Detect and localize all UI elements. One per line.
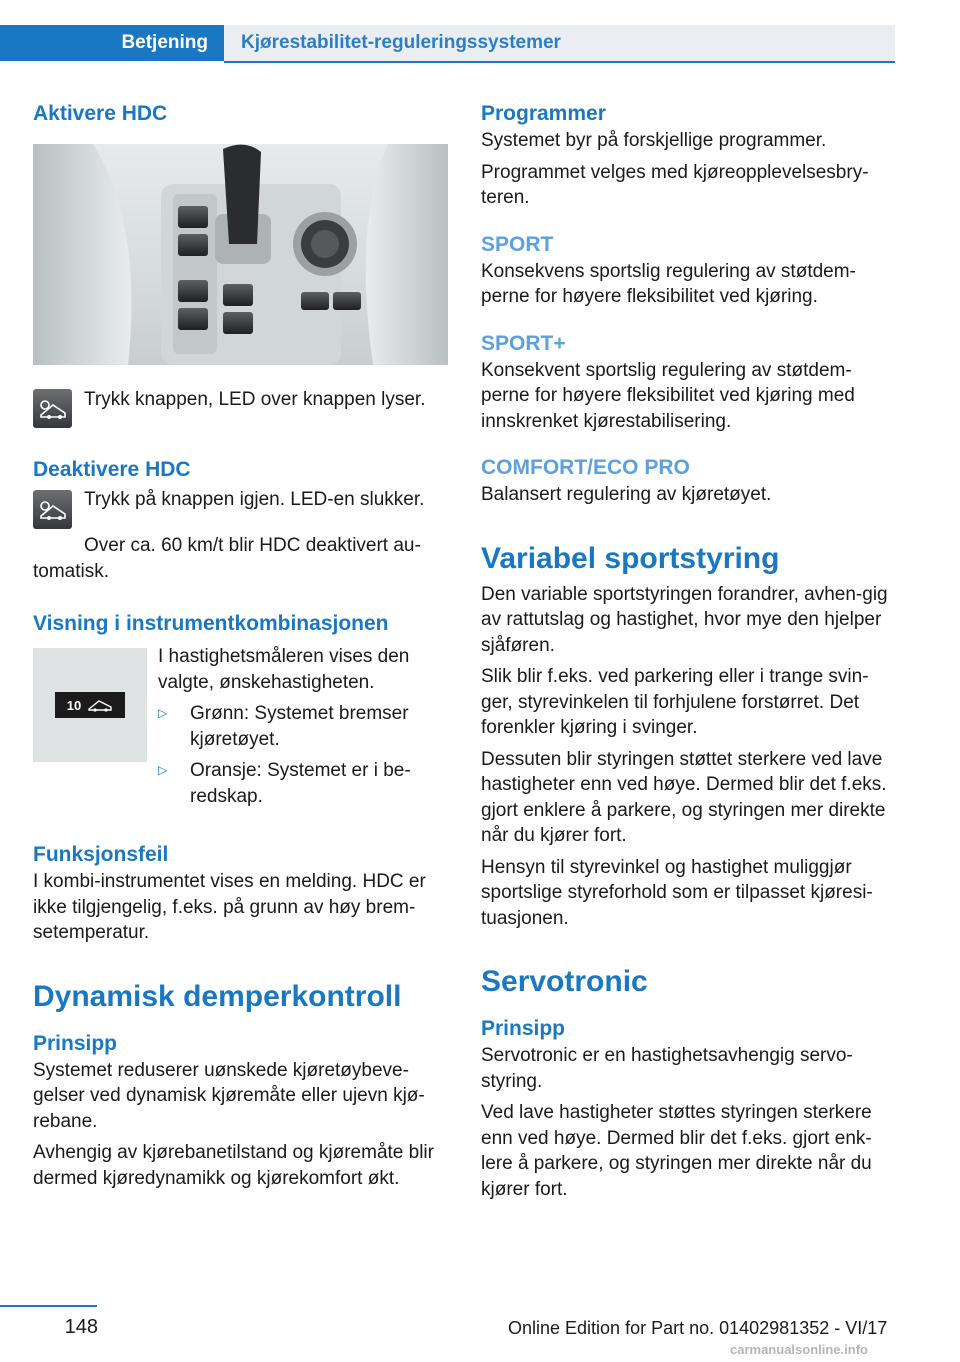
deactivate-row — [33, 490, 448, 529]
servotronic-heading: Servotronic — [481, 965, 648, 998]
instrument-display-image — [33, 648, 147, 762]
programs-heading: Programmer — [481, 102, 606, 125]
hdc-display-icon — [55, 692, 125, 718]
comfort-heading: COMFORT/ECO PRO — [481, 456, 690, 479]
display-heading: Visning i instrumentkombinasjonen — [33, 612, 389, 635]
principle-heading: Prinsipp — [33, 1031, 118, 1055]
deactivate-text-1: Trykk på knappen igjen. LED-en slukker. — [84, 489, 425, 510]
ddc-heading: Dynamisk demperkontroll — [33, 979, 402, 1013]
activate-row — [33, 389, 448, 428]
display-description — [158, 644, 448, 809]
sport-text: Konsekvens sportslig regulering av støtdem-perne for høyere fleksibilitet ved kjøring. — [481, 260, 856, 307]
header-rule — [224, 61, 895, 63]
bullet-text: Grønn: Systemet bremser kjøretøyet. — [190, 703, 409, 750]
deactivate-hdc-heading: Deaktivere HDC — [33, 458, 191, 481]
malfunction-text: I kombi-instrumentet vises en melding. HDC er ikke tilgjengelig, f.eks. på grunn av høy brem-setemperatur. — [33, 871, 426, 943]
programs-text-1: Systemet byr på forskjellige programmer. — [481, 130, 827, 151]
watermark: carmanualsonline.info — [730, 1342, 868, 1357]
activate-text: Trykk knappen, LED over knappen lyser. — [84, 389, 426, 410]
principle-text-2: Avhengig av kjørebanetilstand og kjøremåte blir dermed kjøredynamikk og kjørekomfort økt. — [33, 1142, 434, 1189]
triangle-bullet-icon: ▷ — [158, 763, 168, 777]
console-illustration — [33, 144, 448, 365]
servotronic-principle-heading: Prinsipp — [481, 1017, 566, 1040]
hdc-button-icon — [33, 389, 72, 428]
edition-text: Online Edition for Part no. 01402981352 - VI/17 — [508, 1318, 888, 1338]
sportplus-text: Konsekvent sportslig regulering av støtdem-perne for høyere fleksibilitet ved kjøring med innskrenket kjørestabilisering. — [481, 359, 855, 432]
deactivate-text-2: Over ca. 60 km/t blir HDC deaktivert au-tomatisk. — [33, 535, 421, 582]
display-number: 10 — [66, 697, 82, 713]
footer-rule — [0, 1305, 97, 1307]
malfunction-heading: Funksjonsfeil — [33, 843, 169, 866]
sportplus-heading: SPORT+ — [481, 331, 566, 355]
vss-heading: Variabel sportstyring — [481, 541, 780, 575]
bullet-item — [158, 701, 448, 752]
bullet-text: Oransje: Systemet er i be-redskap. — [190, 760, 411, 807]
programs-text-2: Programmet velges med kjøreopplevelsesbry-teren. — [481, 161, 869, 208]
vss-text-3: Dessuten blir styringen støttet sterkere ved lave hastigheter enn ved høye. Dermed blir det f.eks. gjort enklere å parkere, og styringen mer direkte når du kjører fort. — [481, 748, 887, 846]
page-number: 148 — [64, 1316, 98, 1338]
bullet-item — [158, 758, 448, 809]
right-column — [481, 100, 899, 1202]
triangle-bullet-icon: ▷ — [158, 706, 168, 720]
comfort-text: Balansert regulering av kjøretøyet. — [481, 484, 772, 505]
vss-text-2: Slik blir f.eks. ved parkering eller i trange svin-ger, styrevinkelen til forhjulene forstørret. Det forenkler kjøring i svinger. — [481, 666, 869, 738]
sport-heading: SPORT — [481, 232, 554, 256]
servotronic-text-2: Ved lave hastigheter støttes styringen sterkere enn ved høye. Dermed blir det f.eks. gjort enk-lere å parkere, og styringen mer direkte når du kjører fort. — [481, 1102, 872, 1200]
display-text: I hastighetsmåleren vises den valgte, ønskehastigheten. — [158, 646, 410, 693]
vss-text-4: Hensyn til styrevinkel og hastighet muliggjør sportslige styreforhold som er tilpasset kjøresi-tuasjonen. — [481, 856, 873, 929]
center-console-photo — [33, 144, 448, 365]
tab-section[interactable]: Kjørestabilitet-reguleringssystemer — [224, 25, 895, 61]
tab-betjening[interactable]: Betjening — [0, 25, 224, 61]
principle-text-1: Systemet reduserer uønskede kjøretøybeve-gelser ved dynamisk kjøremåte eller ujevn kjø-rebane. — [33, 1059, 425, 1132]
servotronic-text-1: Servotronic er en hastighetsavhengig servo-styring. — [481, 1045, 853, 1092]
hdc-button-icon — [33, 490, 72, 529]
left-column — [33, 100, 448, 1191]
vss-text-1: Den variable sportstyringen forandrer, avhen-gig av rattutslag og hastighet, hvor mye den hjelper sjåføren. — [481, 583, 888, 656]
activate-hdc-heading: Aktivere HDC — [33, 102, 168, 125]
display-row — [33, 644, 448, 809]
header-tabs — [0, 25, 895, 61]
